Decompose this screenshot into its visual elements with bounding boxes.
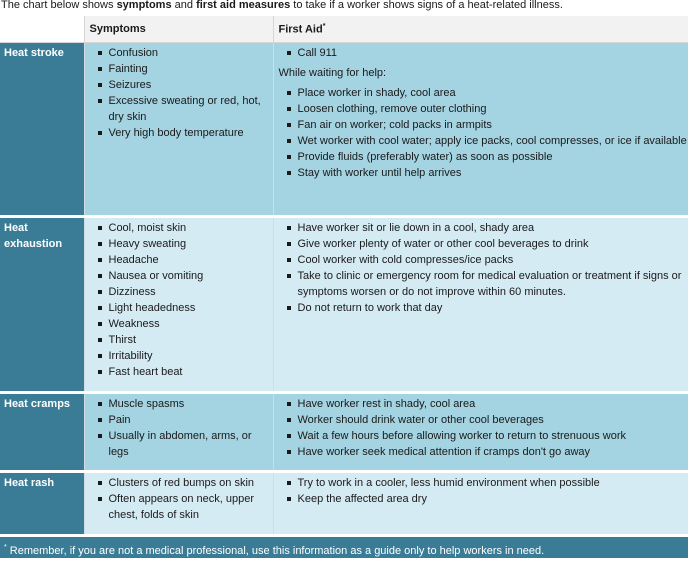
table-header-row <box>0 16 688 43</box>
symptoms-cell <box>84 217 273 393</box>
header-symptoms: Symptoms <box>84 16 273 43</box>
table-row-heat-cramps <box>0 393 688 472</box>
symptoms-list <box>85 473 273 523</box>
first-aid-list <box>274 394 688 460</box>
list-item: Very high body temperature <box>85 125 273 141</box>
list-item: Clusters of red bumps on skin <box>85 475 273 491</box>
list-item: Weakness <box>85 316 273 332</box>
list-item: Excessive sweating or red, hot, dry skin <box>85 93 273 125</box>
header-first-aid-label: First Aid <box>279 23 323 35</box>
list-item: Fast heart beat <box>85 364 273 380</box>
footnote-mark: * <box>4 544 7 551</box>
list-item: Heavy sweating <box>85 236 273 252</box>
table-row-heat-rash <box>0 472 688 536</box>
list-item: Thirst <box>85 332 273 348</box>
list-item: Have worker seek medical attention if cramps don't go away <box>274 444 688 460</box>
first-aid-cell <box>273 472 688 536</box>
list-item: Take to clinic or emergency room for medical evaluation or treatment if signs or symptoms worsen or do not improve within 60 minutes. <box>274 268 688 300</box>
list-item: Give worker plenty of water or other cool beverages to drink <box>274 236 688 252</box>
list-item: Have worker sit or lie down in a cool, shady area <box>274 220 688 236</box>
list-item: Pain <box>85 412 273 428</box>
list-item: Often appears on neck, upper chest, folds of skin <box>85 491 273 523</box>
illness-cell: Heat rash <box>0 472 84 536</box>
list-item: Call 911 <box>274 45 688 61</box>
table-row-heat-stroke <box>0 43 688 217</box>
illness-cell: Heat stroke <box>0 43 84 217</box>
intro-text <box>0 0 688 16</box>
list-item: Irritability <box>85 348 273 364</box>
header-first-aid <box>273 16 688 43</box>
symptoms-cell <box>84 472 273 536</box>
symptoms-list <box>85 218 273 380</box>
symptoms-list <box>85 43 273 141</box>
symptoms-cell <box>84 393 273 472</box>
list-item: Try to work in a cooler, less humid environment when possible <box>274 475 688 491</box>
intro-bold-symptoms: symptoms <box>117 0 172 11</box>
list-item: Loosen clothing, remove outer clothing <box>274 101 688 117</box>
list-item: Nausea or vomiting <box>85 268 273 284</box>
list-item: Stay with worker until help arrives <box>274 165 688 181</box>
first-aid-list <box>274 473 688 507</box>
intro-mid: and <box>172 0 196 11</box>
first-aid-cell <box>273 393 688 472</box>
list-item: Muscle spasms <box>85 396 273 412</box>
list-item: Fan air on worker; cold packs in armpits <box>274 117 688 133</box>
first-aid-cell <box>273 217 688 393</box>
list-item: Provide fluids (preferably water) as soon as possible <box>274 149 688 165</box>
header-illness: Illness <box>0 16 84 43</box>
symptoms-cell <box>84 43 273 217</box>
heat-illness-table <box>0 16 688 537</box>
footnote-text: Remember, if you are not a medical professional, use this information as a guide only to help workers in need. <box>7 545 544 557</box>
list-item: Cool worker with cold compresses/ice packs <box>274 252 688 268</box>
intro-post: to take if a worker shows signs of a heat-related illness. <box>290 0 563 11</box>
list-item: Confusion <box>85 45 273 61</box>
footnote-bar <box>0 537 688 558</box>
intro-pre: The chart below shows <box>1 0 117 11</box>
list-item: Dizziness <box>85 284 273 300</box>
list-item: Have worker rest in shady, cool area <box>274 396 688 412</box>
first-aid-list <box>274 218 688 316</box>
list-item: Light headedness <box>85 300 273 316</box>
illness-cell: Heat exhaustion <box>0 217 84 393</box>
first-aid-list <box>274 85 688 181</box>
illness-cell: Heat cramps <box>0 393 84 472</box>
list-item: Seizures <box>85 77 273 93</box>
table-row-heat-exhaustion <box>0 217 688 393</box>
list-item: Keep the affected area dry <box>274 491 688 507</box>
first-aid-cell <box>273 43 688 217</box>
list-item: Headache <box>85 252 273 268</box>
list-item: Worker should drink water or other cool beverages <box>274 412 688 428</box>
first-aid-list <box>274 43 688 61</box>
list-item: Cool, moist skin <box>85 220 273 236</box>
list-item: Do not return to work that day <box>274 300 688 316</box>
intro-bold-first-aid: first aid measures <box>196 0 290 11</box>
list-item: Wait a few hours before allowing worker to return to strenuous work <box>274 428 688 444</box>
waiting-note: While waiting for help: <box>274 61 688 85</box>
header-first-aid-footnote-mark: * <box>323 23 326 30</box>
list-item: Wet worker with cool water; apply ice packs, cool compresses, or ice if available <box>274 133 688 149</box>
list-item: Fainting <box>85 61 273 77</box>
list-item: Usually in abdomen, arms, or legs <box>85 428 273 460</box>
list-item: Place worker in shady, cool area <box>274 85 688 101</box>
symptoms-list <box>85 394 273 460</box>
